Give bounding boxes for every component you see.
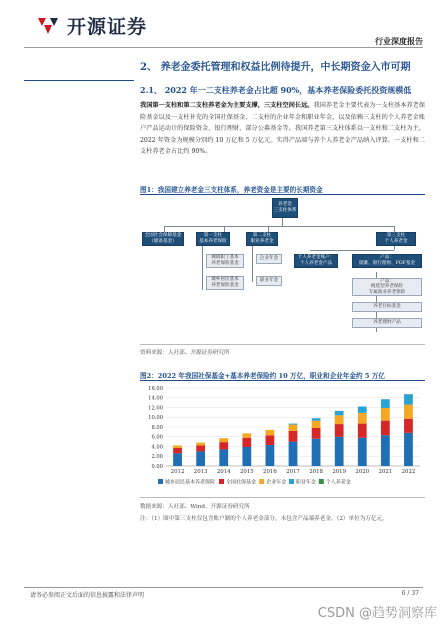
bar-segment xyxy=(404,419,413,433)
bar-segment xyxy=(335,411,344,415)
bar-segment xyxy=(381,421,390,436)
x-tick-label: 2021 xyxy=(378,469,393,475)
bar-segment xyxy=(358,424,367,438)
bar-segment xyxy=(266,435,275,445)
report-type: 行业深度报告 xyxy=(375,36,423,46)
legend-swatch xyxy=(289,479,294,484)
bar-segment xyxy=(381,408,390,421)
figure1-rule xyxy=(140,194,425,195)
csdn-watermark: CSDN @趋势洞察库 xyxy=(317,606,437,621)
page-number: 6 / 37 xyxy=(401,590,419,597)
y-tick-label: 16.00 xyxy=(148,385,163,392)
legend-label: 职业年金 xyxy=(296,479,317,486)
bar-segment xyxy=(219,442,228,449)
node-product-savings: 产品： 储蓄、银行理财、FOF基金 xyxy=(352,254,422,268)
figure2-title: 图2：2022 年我国社保基金+基本养老保险约 10 万亿，职业和企业年金约 5 万亿 xyxy=(140,372,385,380)
y-tick-label: 14.00 xyxy=(148,395,163,402)
bar-segment xyxy=(219,449,228,466)
bar-segment xyxy=(173,446,182,448)
bar-segment xyxy=(312,428,321,439)
footer-divider xyxy=(24,587,423,588)
bar-segment xyxy=(404,405,413,419)
bar-segment xyxy=(173,448,182,453)
bar-segment xyxy=(289,431,298,442)
y-tick-label: 10.00 xyxy=(148,415,163,422)
brand-name: 开源证券 xyxy=(67,16,148,38)
bar-segment xyxy=(266,430,275,435)
node-pillar3: 第三支柱 个人养老金 xyxy=(376,232,416,246)
figure2-note: 注：（1）图中第三支柱仅包含账户制的个人养老金部分，未包含产品端养老金。（2）单位为万亿元。 xyxy=(140,516,388,522)
node-ssf: 全国社会保障基金 （储备基金） xyxy=(142,232,184,246)
bar-segment xyxy=(358,407,367,413)
bar-segment xyxy=(289,425,298,431)
bar-segment xyxy=(381,435,390,466)
legend-label: 个人养老金 xyxy=(325,479,351,486)
edge-p1-children xyxy=(202,244,203,290)
bar-segment xyxy=(312,418,321,420)
bar-segment xyxy=(335,415,344,424)
pension-stacked-bar-chart xyxy=(140,382,425,492)
bar-segment xyxy=(335,437,344,466)
node-enterprise-annuity: 企业年金 xyxy=(256,254,282,264)
legend-label: 全国社保基金 xyxy=(226,479,257,486)
edge-level1 xyxy=(164,226,394,227)
bar-segment xyxy=(358,413,367,424)
bar-segment xyxy=(289,442,298,466)
node-urban-rural: 城乡居民基本 养老保险基金 xyxy=(206,276,244,290)
bar-segment xyxy=(242,447,251,466)
y-tick-label: 8.00 xyxy=(151,424,163,431)
bar-segment xyxy=(404,433,413,466)
y-tick-label: 0.00 xyxy=(151,463,163,470)
legend-swatch xyxy=(259,479,264,484)
y-tick-label: 12.00 xyxy=(148,405,163,412)
footer-disclaimer: 请务必参阅正文后面的信息披露和法律声明 xyxy=(30,592,145,599)
paragraph-lead: 我国第一支柱和第二支柱养老金为主要支撑，三支柱空间长远。 xyxy=(140,102,314,109)
node-occupational-annuity: 职业年金 xyxy=(256,276,282,286)
node-root: 养老金 三支柱体系 xyxy=(272,198,298,218)
section-title: 2、 养老金委托管理和权益比例待提升，中长期资金入市可期 xyxy=(140,62,411,73)
section-divider xyxy=(24,80,134,81)
edge-p2-children xyxy=(252,244,253,282)
node-wealth-product: 养老理财产品 xyxy=(352,318,422,328)
x-tick-label: 2017 xyxy=(286,469,300,475)
figure1-title: 图1：我国建立养老金三支柱体系，养老资金是主要的长期资金 xyxy=(140,186,323,194)
bar-segment xyxy=(196,451,205,466)
x-tick-label: 2012 xyxy=(170,469,185,475)
bar-segment xyxy=(242,438,251,447)
node-target-fund: 养老目标基金 xyxy=(352,302,422,312)
bar-segment xyxy=(242,433,251,437)
brand-logo xyxy=(35,12,147,39)
y-tick-label: 6.00 xyxy=(151,434,163,441)
x-tick-label: 2019 xyxy=(332,469,347,475)
figure2-rule xyxy=(140,380,425,381)
figure1-bottom-rule xyxy=(140,344,425,345)
bar-segment xyxy=(289,424,298,425)
legend-swatch xyxy=(158,479,163,484)
bar-segment xyxy=(312,439,321,466)
legend-label: 城乡居民基本养老保险 xyxy=(165,479,216,486)
legend-swatch xyxy=(319,479,324,484)
bar-segment xyxy=(335,424,344,437)
bar-segment xyxy=(173,453,182,466)
y-tick-label: 4.00 xyxy=(151,444,163,451)
legend-swatch xyxy=(219,479,224,484)
x-tick-label: 2015 xyxy=(239,469,254,475)
node-urban-workers: 城镇职工基本 养老保险基金 xyxy=(206,254,244,268)
brand-logo-icon xyxy=(35,15,61,37)
figure1-source: 资料来源：人社部、开源证券研究所 xyxy=(140,350,230,356)
edge-root xyxy=(282,218,283,226)
x-tick-label: 2020 xyxy=(355,469,370,475)
figure2-bottom-rule xyxy=(140,497,425,498)
x-tick-label: 2013 xyxy=(193,469,208,475)
x-tick-label: 2022 xyxy=(401,469,416,475)
bar-segment xyxy=(196,446,205,452)
bar-segment xyxy=(219,438,228,442)
x-tick-label: 2014 xyxy=(216,469,231,475)
subsection-title: 2.1、 2022 年一二支柱养老金占比超 90%，基本养老保险委托投资规模低 xyxy=(140,85,412,95)
node-pillar2: 第二支柱 职业养老金 xyxy=(246,232,278,246)
figure2-source: 数据来源：人社部、Wind、开源证券研究所 xyxy=(140,504,250,510)
bar-segment xyxy=(196,443,205,446)
edge-p3-level2 xyxy=(310,250,394,251)
x-tick-label: 2016 xyxy=(263,469,277,475)
paragraph-body: 我国养老金主要代表为一支柱基本养老保险基金以及一支柱补充的全国社保基金、二支柱的企业年金和职业年金，以及依赖三支柱的个人养老金账户产品运动计的保险资金、银行理财、部分公募基金等。我国养老第三支柱体系以一支柱和二支柱为主，2022 年资金为规模分别约 10 万亿和 5 万亿元。实得产品端与养个人养老金产品纳入评算，一支柱和二支柱养老金占比约 90%。 xyxy=(140,102,425,156)
bar-segment xyxy=(381,399,390,408)
legend-label: 企业年金 xyxy=(266,479,287,486)
header-divider xyxy=(24,47,423,48)
node-product-insurance: 产品： 税延型养老保险 专属商业养老保险 xyxy=(352,278,422,296)
bar-segment xyxy=(312,421,321,428)
bar-segment xyxy=(358,438,367,466)
x-tick-label: 2018 xyxy=(309,469,323,475)
bar-segment xyxy=(266,445,275,466)
bar-segment xyxy=(404,394,413,404)
body-paragraph xyxy=(140,100,425,158)
node-personal-account: 个人养老金账户： 个人养老金产品 xyxy=(294,254,338,268)
y-tick-label: 2.00 xyxy=(151,454,163,461)
pension-pillar-diagram xyxy=(140,196,425,341)
node-pillar1: 第一支柱 基本养老保险 xyxy=(196,232,230,246)
